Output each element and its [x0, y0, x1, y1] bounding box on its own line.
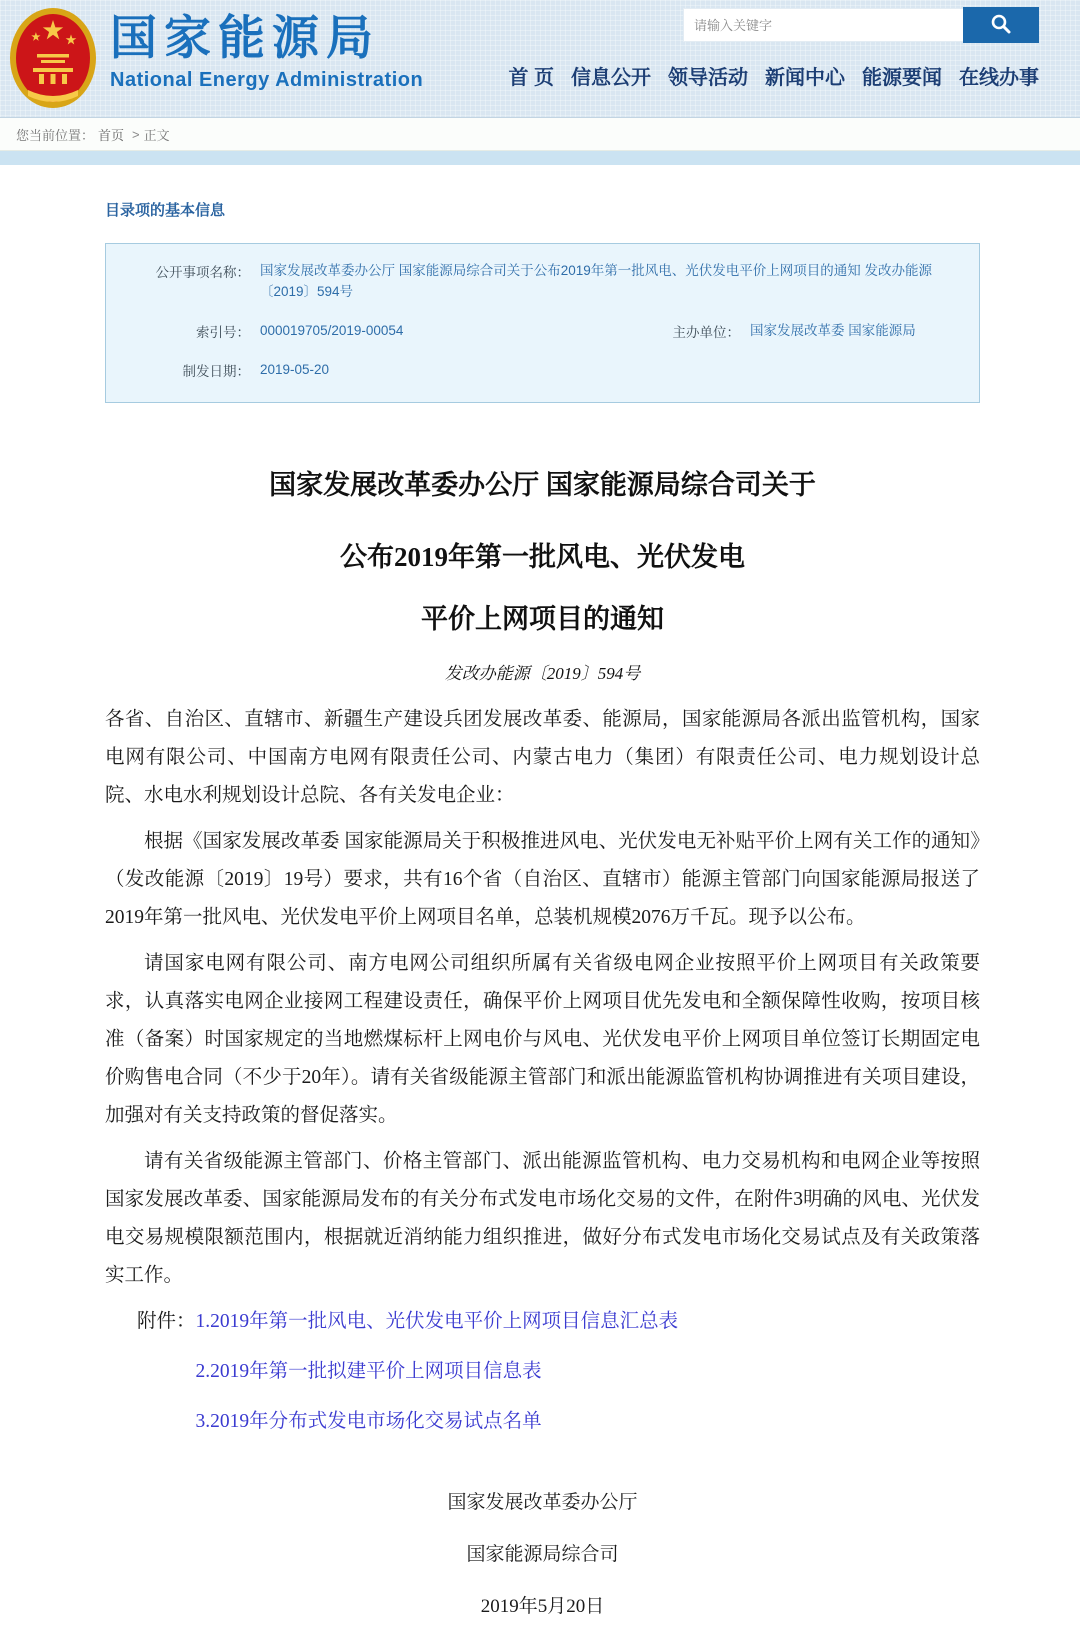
attachments-label: 附件：	[137, 1310, 196, 1332]
info-row-name	[106, 252, 969, 312]
document-number: 发改办能源〔2019〕594号	[444, 663, 641, 683]
paragraph-addressees: 各省、自治区、直辖市、新疆生产建设兵团发展改革委、能源局，国家能源局各派出监管机构，国家电网有限公司、中国南方电网有限责任公司、内蒙古电力（集团）有限责任公司、电力规划设计总院、水电水利规划设计总院、各有关发电企业：	[105, 708, 980, 806]
document-title-line3: 平价上网项目的通知	[421, 603, 664, 634]
document-title-line2: 公布2019年第一批风电、光伏发电	[340, 541, 745, 572]
nav-item-leader-activities[interactable]: 领导活动	[668, 67, 748, 89]
signature-date: 2019年5月20日	[480, 1595, 605, 1617]
nav-item-home[interactable]: 首 页	[508, 67, 554, 89]
attachment-link-2[interactable]: 2.2019年第一批拟建平价上网项目信息表	[195, 1360, 542, 1382]
breadcrumb-separator: >	[132, 126, 140, 142]
attachments-list	[196, 1297, 679, 1447]
field-label-index: 索引号：	[196, 324, 250, 340]
paragraph-grid-requirements: 请国家电网有限公司、南方电网公司组织所属有关省级电网企业按照平价上网项目有关政策要求，认真落实电网企业接网工程建设责任，确保平价上网项目优先发电和全额保障性收购，按项目核准（备案）时国家规定的当地燃煤标杆上网电价与风电、光伏发电平价上网项目单位签订长期固定电价购售电合同（不少于20年）。请有关省级能源主管部门和派出能源监管机构协调推进有关项目建设，加强对有关支持政策的督促落实。	[105, 952, 980, 1126]
document-title-line1: 国家发展改革委办公厅 国家能源局综合司关于	[269, 469, 816, 500]
paragraph-announcement: 根据《国家发展改革委 国家能源局关于积极推进风电、光伏发电无补贴平价上网有关工作的通知》（发改能源〔2019〕19号）要求，共有16个省（自治区、直辖市）能源主管部门向国家能源局报送了2019年第一批风电、光伏发电平价上网项目名单，总装机规模2076万千瓦。现予以公布。	[105, 830, 980, 928]
paragraph-market-trading: 请有关省级能源主管部门、价格主管部门、派出能源监管机构、电力交易机构和电网企业等按照国家发展改革委、国家能源局发布的有关分布式发电市场化交易的文件，在附件3明确的风电、光伏发电交易规模限额范围内，根据就近消纳能力组织推进，做好分布式发电市场化交易试点及有关政策落实工作。	[105, 1150, 980, 1286]
search-bar	[569, 8, 1039, 43]
field-value-index: 000019705/2019-00054	[260, 322, 404, 338]
main-content	[0, 165, 1080, 1633]
site-title-cn: 国家能源局	[110, 11, 380, 64]
header-right	[508, 8, 1039, 90]
nav-item-info-disclosure[interactable]: 信息公开	[571, 67, 651, 89]
search-input[interactable]	[683, 8, 963, 42]
breadcrumb-current: 正文	[143, 127, 170, 143]
field-value-name: 国家发展改革委办公厅 国家能源局综合司关于公布2019年第一批风电、光伏发电平价上网项目的通知 发改办能源〔2019〕594号	[260, 263, 933, 299]
field-label-org: 主办单位：	[672, 324, 740, 340]
breadcrumb-home-link[interactable]: 首页	[98, 127, 125, 143]
field-label-name: 公开事项名称：	[155, 265, 250, 280]
info-row-index-org	[106, 312, 969, 351]
signature-block	[105, 1477, 980, 1633]
catalog-info-heading: 目录项的基本信息	[105, 202, 226, 219]
notice-document	[105, 467, 980, 1633]
catalog-info-table	[105, 243, 980, 403]
national-emblem-icon	[8, 6, 98, 116]
search-icon	[989, 12, 1013, 39]
signature-org-2: 国家能源局综合司	[466, 1543, 619, 1565]
decorative-band	[0, 151, 1080, 165]
attachment-link-1[interactable]: 1.2019年第一批风电、光伏发电平价上网项目信息汇总表	[195, 1310, 679, 1332]
breadcrumb	[0, 118, 1080, 151]
breadcrumb-prefix: 您当前位置：	[16, 127, 95, 143]
signature-org-1: 国家发展改革委办公厅	[447, 1491, 638, 1513]
field-value-date: 2019-05-20	[260, 361, 330, 377]
attachment-link-3[interactable]: 3.2019年分布式发电市场化交易试点名单	[195, 1410, 542, 1432]
info-row-date	[106, 351, 969, 390]
field-value-org: 国家发展改革委 国家能源局	[750, 322, 916, 338]
nav-item-news-center[interactable]: 新闻中心	[765, 67, 845, 89]
site-header	[0, 0, 1080, 118]
nav-item-energy-highlights[interactable]: 能源要闻	[862, 67, 942, 89]
document-body	[105, 701, 980, 1295]
attachments-section	[137, 1297, 980, 1447]
site-title-en: National Energy Administration	[110, 68, 424, 91]
field-label-date: 制发日期：	[182, 363, 250, 379]
nav-item-online-services[interactable]: 在线办事	[959, 67, 1039, 89]
main-nav	[508, 61, 1039, 90]
search-button[interactable]	[963, 7, 1039, 43]
